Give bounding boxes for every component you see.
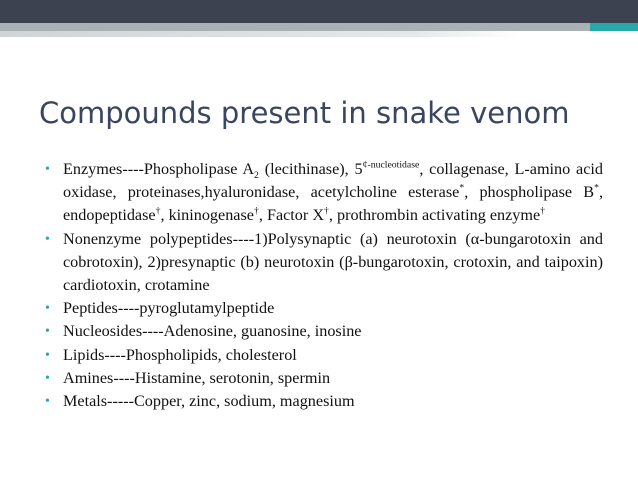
bullet-dot-icon: • [45, 394, 50, 410]
bullet-dot-icon: • [45, 301, 50, 317]
bullet-text: Nonenzyme polypeptides----1)Polysynaptic (a) neurotoxin (α-bungarotoxin and cobrotoxin), 2)presynaptic (b) neurotoxin (β-bungarotoxin, crotoxin, and taipoxin) cardiotoxin, crotamine [63, 229, 603, 295]
bullet-dot-icon: • [45, 324, 50, 340]
header-fade-band [0, 31, 520, 37]
header-accent-band [590, 23, 638, 31]
bullet-text: Lipids----Phospholipids, cholesterol [63, 345, 297, 364]
bullet-text: Amines----Histamine, serotonin, spermin [63, 368, 331, 387]
bullet-text: Nucleosides----Adenosine, guanosine, inosine [63, 322, 362, 341]
list-item [45, 367, 603, 390]
slide-title: Compounds present in snake venom [39, 96, 570, 130]
list-item [45, 158, 603, 228]
list-item [45, 344, 603, 367]
list-item [45, 320, 603, 343]
bullet-dot-icon: • [45, 347, 50, 363]
list-item [45, 228, 603, 298]
bullet-text: Enzymes----Phospholipase $A_2$ (lecithinase), $5^{¢-nucleotidase}$, collagenase, L-amino acid oxidase, proteinases,hyaluronidase, acetylcholine esterase*, phospholipase B*, endopeptidase†, kininogenase†, Factor X†, prothrombin activating enzyme† [63, 159, 604, 225]
bullet-dot-icon: • [45, 231, 50, 247]
bullet-dot-icon: • [45, 370, 50, 386]
header-light-band [0, 23, 638, 31]
bullet-text: Peptides----pyroglutamylpeptide [63, 299, 275, 318]
bullet-list [45, 158, 603, 413]
bullet-dot-icon: • [45, 162, 50, 177]
list-item [45, 390, 603, 413]
header-dark-band [0, 0, 638, 23]
list-item [45, 297, 603, 320]
bullet-text: Metals-----Copper, zinc, sodium, magnesium [63, 392, 355, 411]
